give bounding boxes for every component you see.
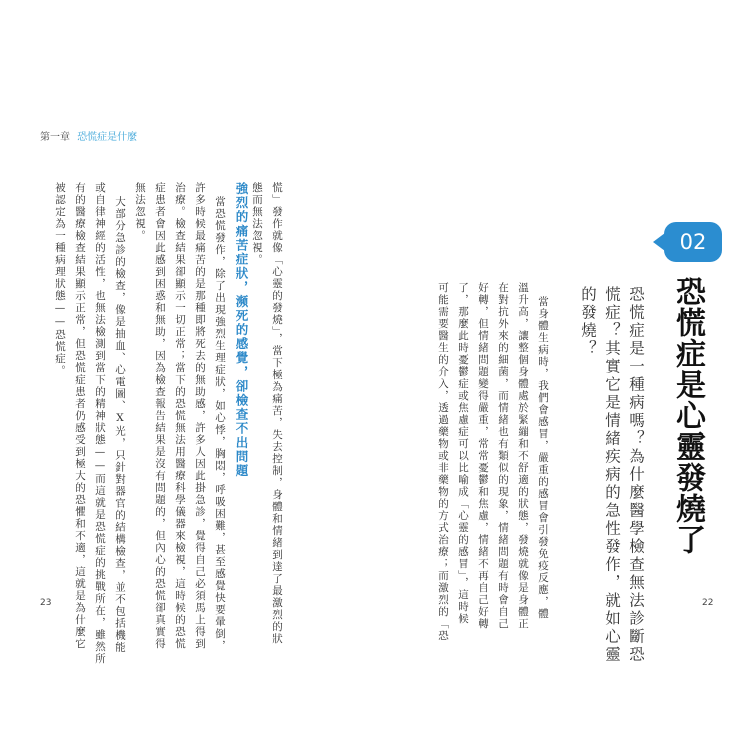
right-body-line-4: 好轉，但情緒問題變得嚴重，常常憂鬱和焦慮，情緒不再自己好轉	[477, 282, 489, 630]
left-intro-line-1: 慌」發作就像「心靈的發燒」，當下極為痛苦，失去控制，身體和情緒到達了最激烈的狀	[271, 182, 283, 645]
right-body-line-2: 溫升高，讓整個身體處於緊繃和不舒適的狀態，發燒就像是身體正	[517, 282, 529, 630]
left-body-line-6: 大部分急診的檢查，像是抽血、心電圖、X光，只針對器官的結構檢查，並不包括機能	[114, 196, 126, 654]
left-body-line-4: 症患者會因此感到困惑和無助，因為檢查報告結果是沒有問題的，但內心的恐慌卻真實得	[154, 182, 166, 650]
chapter-label: 第一章	[40, 132, 70, 143]
left-page-number: 23	[40, 598, 52, 608]
right-body-line-3: 在對抗外來的細菌，而情緒也有類似的現象，情緒問題有時會自己	[497, 282, 509, 630]
chapter-title-heading: 恐慌症是心靈發燒了	[670, 276, 705, 555]
subtitle-line-2: 慌症？其實它是情緒疾病的急性發作，就如心靈	[603, 286, 621, 664]
left-body-line-1: 當恐慌發作，除了出現強烈生理症狀，如心悸，胸悶，呼吸困難，甚至感覺快要暈倒，	[214, 196, 226, 652]
badge-pointer	[653, 233, 665, 251]
right-body-line-5: 了，那麼此時憂鬱症或焦慮症可以比喻成「心靈的感冒」，這時候	[457, 282, 469, 625]
subtitle-line-3: 的發燒？	[579, 286, 597, 358]
left-body-line-7: 或自律神經的活性，也無法檢測到當下的精神狀態——而這就是恐慌症的挑戰所在，雖然所	[94, 182, 106, 665]
left-body-line-9: 被認定為一種病理狀態——恐慌症。	[54, 182, 66, 377]
chapter-number-badge: 02	[664, 222, 722, 262]
running-header	[40, 128, 137, 143]
right-body-line-6: 可能需要醫生的介入，透過藥物或非藥物的方式治療；而激烈的「恐	[437, 282, 449, 642]
chapter-title: 恐慌症是什麼	[77, 132, 138, 143]
left-body-line-3: 治療。檢查結果卻顯示一切正常；當下的恐慌無法用醫療科學儀器來檢視，這時候的恐慌	[174, 182, 186, 650]
subtitle-line-1: 恐慌症是一種病嗎？為什麼醫學檢查無法診斷恐	[627, 286, 645, 664]
left-body-line-8: 有的醫療檢查結果顯示正常，但恐慌症患者仍感受到極大的恐懼和不適，這就是為什麼它	[74, 182, 86, 650]
left-body-line-5: 無法忽視。	[134, 182, 146, 242]
left-body-line-2: 許多時候最痛苦的是那種即將死去的無助感，許多人因此掛急診，覺得自己必須馬上得到	[194, 182, 206, 650]
section-heading: 強烈的痛苦症狀，濒死的感覺，卻檢查不出問題	[234, 182, 249, 479]
left-intro-line-2: 態而無法忽視。	[251, 182, 263, 266]
right-page-number: 22	[702, 598, 714, 608]
right-body-line-1: 當身體生病時，我們會感冒，嚴重的感冒會引發免疫反應，體	[537, 296, 549, 620]
